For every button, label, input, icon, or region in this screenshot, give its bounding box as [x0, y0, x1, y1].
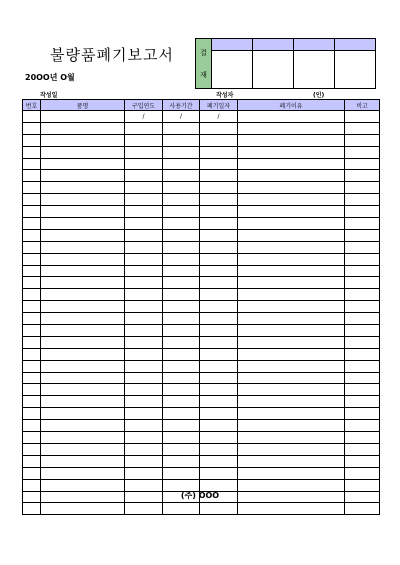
table-cell[interactable]	[23, 289, 41, 301]
table-cell[interactable]	[163, 229, 200, 241]
table-cell[interactable]	[345, 325, 380, 337]
table-cell[interactable]	[200, 384, 238, 396]
table-cell[interactable]	[23, 277, 41, 289]
table-cell[interactable]	[23, 229, 41, 241]
table-cell[interactable]	[163, 194, 200, 206]
table-cell[interactable]	[41, 348, 125, 360]
table-cell[interactable]	[41, 467, 125, 479]
table-cell[interactable]	[163, 218, 200, 230]
table-cell[interactable]	[345, 408, 380, 420]
table-cell[interactable]	[163, 206, 200, 218]
table-cell[interactable]	[345, 289, 380, 301]
table-cell[interactable]	[41, 420, 125, 432]
header-disposal-reason: 폐기이유	[238, 100, 345, 111]
table-cell[interactable]	[163, 396, 200, 408]
table-cell[interactable]	[345, 467, 380, 479]
table-cell[interactable]	[125, 455, 163, 467]
table-cell[interactable]	[125, 432, 163, 444]
approval-sign-cell[interactable]	[253, 51, 294, 89]
table-cell[interactable]	[238, 301, 345, 313]
table-cell[interactable]	[345, 360, 380, 372]
table-cell[interactable]	[41, 146, 125, 158]
table-cell[interactable]	[41, 336, 125, 348]
table-cell[interactable]	[200, 325, 238, 337]
table-cell[interactable]	[41, 253, 125, 265]
table-cell[interactable]	[163, 372, 200, 384]
table-cell[interactable]	[41, 194, 125, 206]
table-row	[23, 467, 380, 479]
approval-title-cell[interactable]	[212, 39, 253, 51]
table-cell[interactable]	[23, 443, 41, 455]
approval-label-bottom: 재	[200, 70, 207, 79]
table-cell[interactable]	[238, 503, 345, 515]
table-cell[interactable]	[345, 134, 380, 146]
table-cell[interactable]	[23, 503, 41, 515]
approval-title-cell[interactable]	[294, 39, 335, 51]
table-cell[interactable]	[125, 122, 163, 134]
table-cell[interactable]	[238, 325, 345, 337]
writer-label: 작성자	[216, 92, 234, 99]
table-cell[interactable]	[125, 467, 163, 479]
table-cell[interactable]	[200, 396, 238, 408]
table-row	[23, 289, 380, 301]
table-cell[interactable]	[238, 336, 345, 348]
table-cell[interactable]	[200, 301, 238, 313]
table-cell[interactable]	[125, 253, 163, 265]
table-cell[interactable]	[23, 348, 41, 360]
table-cell[interactable]	[125, 182, 163, 194]
table-cell[interactable]	[23, 111, 41, 123]
table-cell[interactable]	[125, 325, 163, 337]
table-cell[interactable]	[238, 348, 345, 360]
table-cell[interactable]	[163, 467, 200, 479]
table-cell[interactable]	[163, 360, 200, 372]
table-cell[interactable]	[238, 408, 345, 420]
table-cell[interactable]	[125, 289, 163, 301]
table-cell[interactable]	[200, 277, 238, 289]
table-cell[interactable]	[125, 277, 163, 289]
table-cell[interactable]	[41, 134, 125, 146]
table-cell[interactable]	[41, 122, 125, 134]
table-cell[interactable]	[23, 158, 41, 170]
table-cell[interactable]	[163, 503, 200, 515]
written-date-label: 작성일	[40, 92, 58, 99]
table-cell[interactable]	[345, 122, 380, 134]
table-cell[interactable]	[125, 384, 163, 396]
report-date: 20OO년 O월	[25, 73, 75, 82]
table-cell[interactable]	[200, 134, 238, 146]
table-row	[23, 146, 380, 158]
table-cell[interactable]	[23, 122, 41, 134]
table-cell[interactable]	[238, 146, 345, 158]
table-cell[interactable]	[41, 325, 125, 337]
table-row	[23, 122, 380, 134]
table-cell[interactable]	[238, 253, 345, 265]
table-cell[interactable]	[23, 372, 41, 384]
table-cell[interactable]	[125, 420, 163, 432]
table-cell[interactable]	[163, 265, 200, 277]
table-cell[interactable]	[200, 408, 238, 420]
table-cell[interactable]	[41, 111, 125, 123]
table-cell[interactable]	[23, 336, 41, 348]
table-cell[interactable]	[345, 384, 380, 396]
table-cell[interactable]	[23, 396, 41, 408]
table-cell[interactable]	[345, 443, 380, 455]
table-cell[interactable]	[163, 432, 200, 444]
table-cell[interactable]	[41, 408, 125, 420]
table-row	[23, 443, 380, 455]
table-cell[interactable]	[345, 503, 380, 515]
table-cell[interactable]	[125, 503, 163, 515]
table-cell[interactable]	[41, 360, 125, 372]
table-cell[interactable]	[200, 443, 238, 455]
table-cell[interactable]	[200, 348, 238, 360]
table-cell[interactable]	[200, 229, 238, 241]
table-cell[interactable]	[238, 241, 345, 253]
table-row	[23, 336, 380, 348]
table-cell[interactable]	[23, 182, 41, 194]
table-row	[23, 265, 380, 277]
table-cell[interactable]	[200, 218, 238, 230]
table-cell[interactable]	[125, 146, 163, 158]
table-cell[interactable]	[238, 265, 345, 277]
table-cell[interactable]	[200, 122, 238, 134]
approval-sign-cell[interactable]	[294, 51, 335, 89]
table-cell[interactable]	[125, 206, 163, 218]
table-cell[interactable]	[23, 360, 41, 372]
table-cell[interactable]	[238, 289, 345, 301]
table-row	[23, 277, 380, 289]
table-cell[interactable]	[163, 146, 200, 158]
approval-label	[196, 39, 212, 89]
approval-title-cell[interactable]	[335, 39, 376, 51]
table-cell[interactable]	[41, 503, 125, 515]
table-cell[interactable]	[125, 170, 163, 182]
table-cell[interactable]	[23, 384, 41, 396]
table-cell[interactable]	[200, 265, 238, 277]
table-row	[23, 206, 380, 218]
table-cell[interactable]	[125, 241, 163, 253]
table-row	[23, 111, 380, 123]
table-cell[interactable]	[125, 229, 163, 241]
table-row	[23, 301, 380, 313]
table-cell[interactable]	[23, 455, 41, 467]
table-cell[interactable]	[238, 170, 345, 182]
table-cell[interactable]	[200, 372, 238, 384]
table-cell[interactable]	[125, 265, 163, 277]
table-cell[interactable]	[345, 336, 380, 348]
table-cell[interactable]	[345, 348, 380, 360]
table-row	[23, 432, 380, 444]
table-cell[interactable]	[163, 253, 200, 265]
table-cell[interactable]	[238, 313, 345, 325]
table-row	[23, 253, 380, 265]
table-cell[interactable]	[41, 384, 125, 396]
table-cell[interactable]	[125, 396, 163, 408]
table-cell[interactable]	[125, 134, 163, 146]
table-cell[interactable]	[41, 455, 125, 467]
header-remarks: 비고	[345, 100, 380, 111]
table-cell[interactable]	[238, 432, 345, 444]
table-cell[interactable]	[238, 206, 345, 218]
table-cell[interactable]	[41, 170, 125, 182]
approval-label-top: 결	[200, 48, 207, 57]
table-cell[interactable]	[163, 122, 200, 134]
table-row	[23, 384, 380, 396]
table-cell[interactable]	[41, 241, 125, 253]
table-cell[interactable]	[163, 384, 200, 396]
table-cell[interactable]	[163, 420, 200, 432]
header-item-name: 품명	[41, 100, 125, 111]
table-cell[interactable]	[41, 396, 125, 408]
approval-sign-cell[interactable]	[335, 51, 376, 89]
table-row	[23, 218, 380, 230]
table-cell[interactable]	[238, 467, 345, 479]
table-cell[interactable]	[200, 420, 238, 432]
table-cell[interactable]	[41, 277, 125, 289]
table-cell[interactable]	[238, 372, 345, 384]
table-cell[interactable]	[125, 194, 163, 206]
header-number: 번호	[23, 100, 41, 111]
table-row	[23, 503, 380, 515]
table-cell[interactable]	[163, 325, 200, 337]
table-cell[interactable]	[163, 336, 200, 348]
table-cell[interactable]	[41, 182, 125, 194]
table-cell[interactable]	[163, 277, 200, 289]
table-row	[23, 158, 380, 170]
table-cell[interactable]	[200, 289, 238, 301]
table-cell[interactable]	[41, 313, 125, 325]
table-cell[interactable]	[41, 229, 125, 241]
table-cell[interactable]	[163, 443, 200, 455]
table-cell[interactable]	[23, 420, 41, 432]
table-row	[23, 420, 380, 432]
table-cell[interactable]	[163, 313, 200, 325]
table-cell[interactable]	[345, 241, 380, 253]
table-cell[interactable]	[238, 277, 345, 289]
table-cell[interactable]	[23, 206, 41, 218]
table-row	[23, 170, 380, 182]
table-cell[interactable]	[200, 158, 238, 170]
table-cell[interactable]	[200, 360, 238, 372]
table-cell[interactable]	[125, 301, 163, 313]
table-cell[interactable]	[345, 146, 380, 158]
table-row	[23, 241, 380, 253]
table-cell[interactable]	[345, 432, 380, 444]
table-cell[interactable]	[23, 432, 41, 444]
table-cell[interactable]	[345, 253, 380, 265]
table-cell[interactable]	[163, 455, 200, 467]
table-cell[interactable]	[23, 301, 41, 313]
table-cell[interactable]	[238, 443, 345, 455]
table-row	[23, 325, 380, 337]
table-cell[interactable]	[163, 301, 200, 313]
table-row	[23, 396, 380, 408]
header-purchase-year: 구입연도	[125, 100, 163, 111]
table-cell[interactable]	[23, 313, 41, 325]
table-cell[interactable]	[345, 182, 380, 194]
table-cell[interactable]	[163, 182, 200, 194]
table-cell[interactable]	[163, 241, 200, 253]
table-row	[23, 360, 380, 372]
table-cell[interactable]	[23, 241, 41, 253]
table-cell[interactable]	[163, 158, 200, 170]
table-cell[interactable]	[163, 348, 200, 360]
table-cell[interactable]	[200, 467, 238, 479]
table-cell[interactable]	[23, 218, 41, 230]
table-cell[interactable]	[200, 313, 238, 325]
table-cell[interactable]	[238, 218, 345, 230]
header-usage-period: 사용기간	[163, 100, 200, 111]
table-cell[interactable]	[41, 265, 125, 277]
table-cell[interactable]	[238, 455, 345, 467]
header-disposal-date: 폐기일자	[200, 100, 238, 111]
table-cell[interactable]	[345, 158, 380, 170]
table-cell[interactable]	[41, 158, 125, 170]
table-row	[23, 194, 380, 206]
table-cell[interactable]	[345, 396, 380, 408]
table-cell[interactable]	[200, 146, 238, 158]
table-cell[interactable]	[345, 455, 380, 467]
table-header-row	[23, 100, 380, 111]
table-row	[23, 313, 380, 325]
seal-label: (인)	[313, 92, 325, 99]
table-cell[interactable]	[200, 503, 238, 515]
table-cell[interactable]	[23, 253, 41, 265]
table-cell[interactable]	[163, 134, 200, 146]
table-cell[interactable]	[238, 194, 345, 206]
document-title: 불량품폐기보고서	[50, 46, 174, 64]
table-row	[23, 455, 380, 467]
table-cell[interactable]	[345, 111, 380, 123]
table-cell[interactable]	[238, 420, 345, 432]
table-cell[interactable]	[345, 206, 380, 218]
table-cell[interactable]	[238, 384, 345, 396]
table-cell[interactable]	[345, 265, 380, 277]
approval-sign-cell[interactable]	[212, 51, 253, 89]
table-cell[interactable]	[23, 265, 41, 277]
table-cell[interactable]	[125, 336, 163, 348]
approval-title-cell[interactable]	[253, 39, 294, 51]
approval-box	[195, 38, 376, 89]
table-cell[interactable]	[200, 253, 238, 265]
table-cell[interactable]	[200, 182, 238, 194]
disposal-table	[22, 99, 380, 515]
table-row	[23, 372, 380, 384]
table-cell[interactable]	[41, 301, 125, 313]
table-cell[interactable]	[345, 218, 380, 230]
company-name: (주) OOO	[180, 491, 220, 500]
table-cell[interactable]: /	[200, 111, 238, 123]
table-cell[interactable]	[163, 170, 200, 182]
table-cell[interactable]	[238, 229, 345, 241]
table-cell[interactable]	[200, 194, 238, 206]
table-cell[interactable]	[200, 432, 238, 444]
table-cell[interactable]	[238, 396, 345, 408]
table-cell[interactable]	[23, 134, 41, 146]
table-cell[interactable]	[345, 372, 380, 384]
table-cell[interactable]	[125, 313, 163, 325]
table-cell[interactable]	[125, 372, 163, 384]
table-cell[interactable]	[238, 158, 345, 170]
table-cell[interactable]	[200, 455, 238, 467]
table-cell[interactable]	[345, 277, 380, 289]
table-cell[interactable]	[23, 194, 41, 206]
table-cell[interactable]	[125, 218, 163, 230]
table-cell[interactable]	[238, 134, 345, 146]
table-cell[interactable]	[200, 241, 238, 253]
table-row	[23, 182, 380, 194]
table-cell[interactable]	[23, 325, 41, 337]
table-cell[interactable]	[200, 170, 238, 182]
table-cell[interactable]	[238, 111, 345, 123]
table-row	[23, 408, 380, 420]
table-cell[interactable]	[125, 348, 163, 360]
table-cell[interactable]	[41, 372, 125, 384]
table-cell[interactable]	[238, 182, 345, 194]
table-cell[interactable]	[163, 289, 200, 301]
table-cell[interactable]	[41, 432, 125, 444]
table-cell[interactable]	[41, 206, 125, 218]
table-cell[interactable]	[125, 158, 163, 170]
table-cell[interactable]	[200, 206, 238, 218]
table-cell[interactable]	[125, 408, 163, 420]
table-cell[interactable]	[238, 360, 345, 372]
table-cell[interactable]	[163, 408, 200, 420]
table-cell[interactable]	[125, 360, 163, 372]
table-cell[interactable]	[23, 467, 41, 479]
table-cell[interactable]	[345, 301, 380, 313]
table-cell[interactable]	[23, 408, 41, 420]
table-row	[23, 348, 380, 360]
table-cell[interactable]	[23, 170, 41, 182]
table-cell[interactable]	[345, 229, 380, 241]
table-cell[interactable]	[41, 443, 125, 455]
table-cell[interactable]	[200, 336, 238, 348]
table-cell[interactable]	[41, 218, 125, 230]
table-row	[23, 134, 380, 146]
table-cell[interactable]	[238, 122, 345, 134]
table-cell[interactable]: /	[125, 111, 163, 123]
table-cell[interactable]	[41, 289, 125, 301]
table-cell[interactable]	[345, 194, 380, 206]
table-row	[23, 229, 380, 241]
table-cell[interactable]	[345, 313, 380, 325]
table-cell[interactable]: /	[163, 111, 200, 123]
table-cell[interactable]	[345, 170, 380, 182]
table-cell[interactable]	[23, 146, 41, 158]
table-cell[interactable]	[125, 443, 163, 455]
table-cell[interactable]	[345, 420, 380, 432]
